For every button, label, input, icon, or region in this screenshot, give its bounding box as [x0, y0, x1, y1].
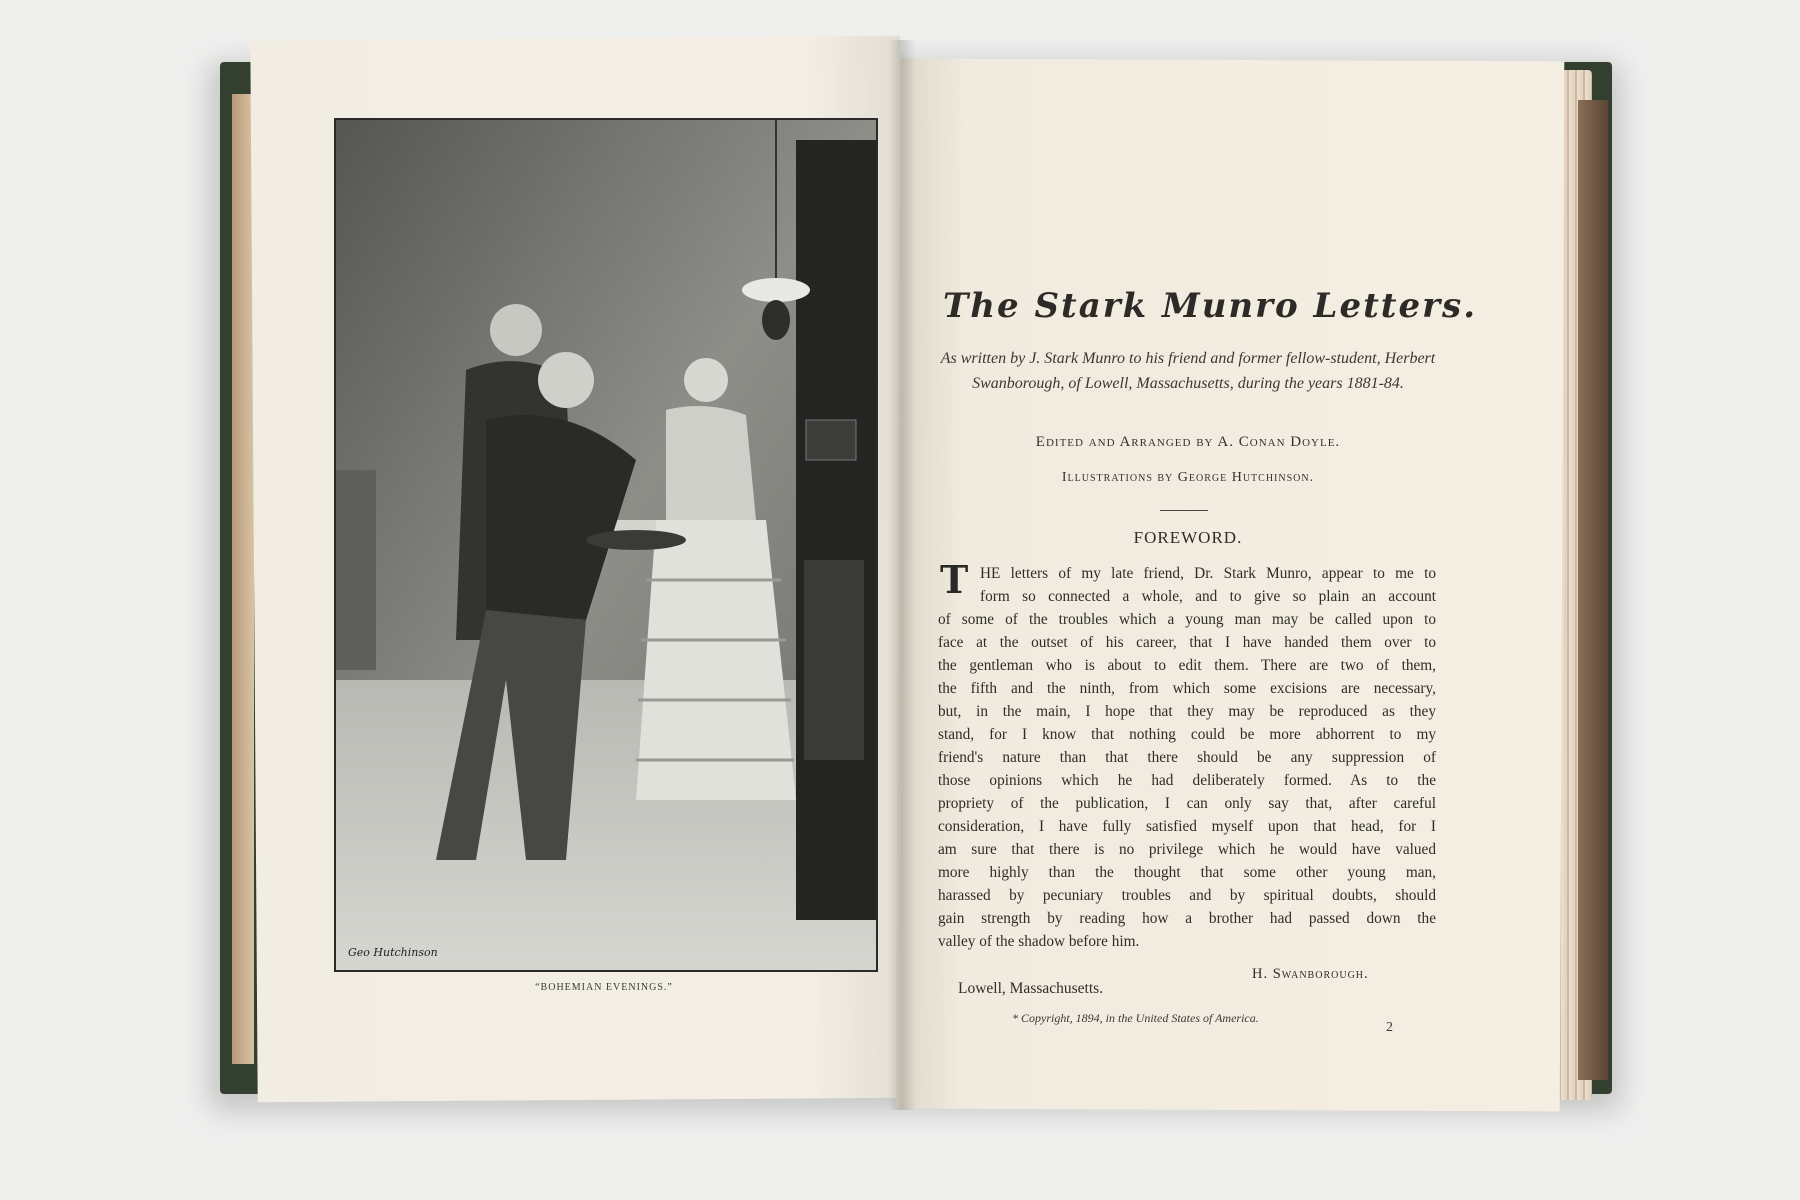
body-line: form so connected a whole, and to give so plain an account [980, 588, 1436, 605]
body-line: face at the outset of his career, that I have handed them over to [938, 634, 1436, 651]
illustrations-by-line: Illustrations by George Hutchinson. [1061, 470, 1315, 485]
foreword-heading: FOREWORD. [1133, 528, 1243, 547]
body-line: consideration, I have fully satisfied myself upon that head, for I [938, 818, 1436, 835]
book-gutter [888, 40, 916, 1110]
stove-door [806, 420, 856, 460]
floor [336, 680, 876, 970]
body-line: am sure that there is no privilege which he would have valued [938, 841, 1436, 858]
man-behind-head [490, 304, 542, 356]
lamp-shade [742, 278, 810, 302]
body-line: harassed by pecuniary troubles and by spiritual doubts, should [938, 887, 1436, 904]
divider-rule [1160, 510, 1208, 511]
left-page-edges [232, 94, 254, 1064]
body-line: but, in the main, I hope that they may be reproduced as they [938, 703, 1436, 720]
book-subtitle: As written by J. Stark Munro to his friend and former fellow-student, Herbert Swanborough, of Lowell, Massachusetts, during the years 1881-84. [940, 350, 1436, 392]
copyright-footnote: * Copyright, 1894, in the United States of America. [1012, 1011, 1259, 1025]
page-marker: 2 [1386, 1020, 1393, 1035]
foreword-body [938, 557, 1436, 953]
man-front-head [538, 352, 594, 408]
body-line: the fifth and the ninth, from which some excisions are necessary, [938, 680, 1436, 697]
stove-oven [804, 560, 864, 760]
body-line: HE letters of my late friend, Dr. Stark Munro, appear to me to [980, 565, 1436, 582]
stove [796, 140, 876, 920]
artist-signature: Geo Hutchinson [348, 946, 438, 959]
chair [336, 470, 376, 670]
illustration-caption: “BOHEMIAN EVENINGS.” [535, 982, 673, 993]
frying-pan [586, 530, 686, 550]
lamp-bowl [762, 300, 790, 340]
bohemian-evenings-illustration [334, 118, 878, 972]
body-line: propriety of the publication, I can only say that, after careful [938, 795, 1436, 812]
body-line: valley of the shadow before him. [938, 933, 1140, 950]
edited-by-line: Edited and Arranged by A. Conan Doyle. [1035, 434, 1341, 450]
book-title: The Stark Munro Letters. [942, 286, 1478, 326]
illustration-drawing [336, 120, 876, 970]
body-line: stand, for I know that nothing could be more abhorrent to my [938, 726, 1436, 743]
drop-cap: T [940, 557, 969, 602]
body-line: of some of the troubles which a young man may be called upon to [938, 611, 1436, 628]
place-line: Lowell, Massachusetts. [958, 980, 1104, 997]
body-line: more highly than the thought that some other young man, [938, 864, 1436, 881]
woman-head [684, 358, 728, 402]
body-line: the gentleman who is about to edit them. There are two of them, [938, 657, 1436, 674]
woman-bodice [666, 406, 756, 520]
body-line: those opinions which he had deliberately formed. As to the [938, 772, 1436, 789]
body-line: friend's nature than that there should be any suppression of [938, 749, 1436, 766]
book-spine-edge [1578, 100, 1608, 1080]
body-line: gain strength by reading how a brother had passed down the [938, 910, 1436, 927]
signature: H. Swanborough. [1252, 966, 1369, 982]
